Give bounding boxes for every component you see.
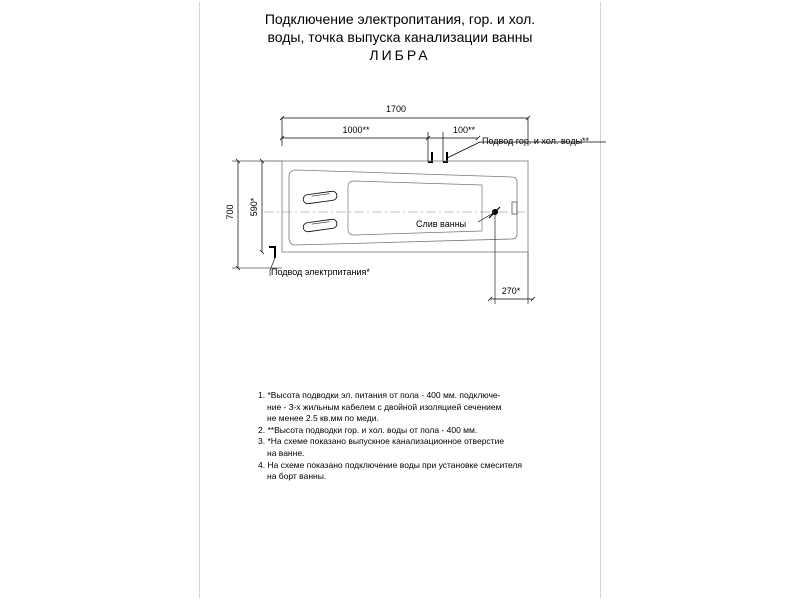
dimension-water-offset <box>282 125 428 162</box>
dimension-water-offset-label: 1000** <box>342 125 370 135</box>
note-1-line-2: ние - 3-х жильным кабелем с двойной изоляцией сечением <box>267 401 502 412</box>
bathtub-rim <box>282 161 528 252</box>
dimension-outlet-offset <box>249 161 262 252</box>
water-supply-label: Подвод гор. и хол. воды** <box>482 136 590 146</box>
dimension-drain-offset <box>490 212 533 304</box>
note-4-line-2: на борт ванны. <box>267 471 327 482</box>
dimension-length-label: 1700 <box>385 104 407 114</box>
note-3-line-1: 3. *На схеме показано выпускное канализационное отверстие <box>258 436 505 447</box>
bathtub-handles <box>303 191 338 233</box>
dimension-drain-offset-label: 270* <box>501 286 521 296</box>
dimension-width-label: 700 <box>225 204 235 220</box>
note-3-line-2: на ванне. <box>267 447 305 458</box>
note-2: 2. **Высота подводки гор. и хол. воды от пола - 400 мм. <box>258 424 478 435</box>
power-supply-label: Подвод электрпитания* <box>271 267 370 277</box>
drain-label: Слив ванны <box>416 219 467 229</box>
dimension-outlet-offset-label: 590* <box>249 197 259 217</box>
power-supply-point <box>269 247 370 277</box>
note-1-line-1: 1. *Высота подводки эл. питания от пола - 400 мм. подключе- <box>258 390 501 400</box>
title-line-1: Подключение электропитания, гор. и хол. <box>264 11 536 27</box>
note-1-line-3: не менее 2.5 кв.мм по меди. <box>267 413 379 424</box>
drawing-notes <box>258 390 598 483</box>
dimension-water-spacing-label: 100** <box>452 125 476 135</box>
drain-point <box>416 207 500 229</box>
dimension-water-spacing <box>428 125 478 162</box>
note-4-line-1: 4. На схеме показано подключение воды при установке смесителя <box>258 459 522 470</box>
title-line-2: воды, точка выпуска канализации ванны <box>267 29 533 45</box>
title-line-3: ЛИБРА <box>369 47 431 63</box>
water-supply-pipes <box>428 136 606 162</box>
